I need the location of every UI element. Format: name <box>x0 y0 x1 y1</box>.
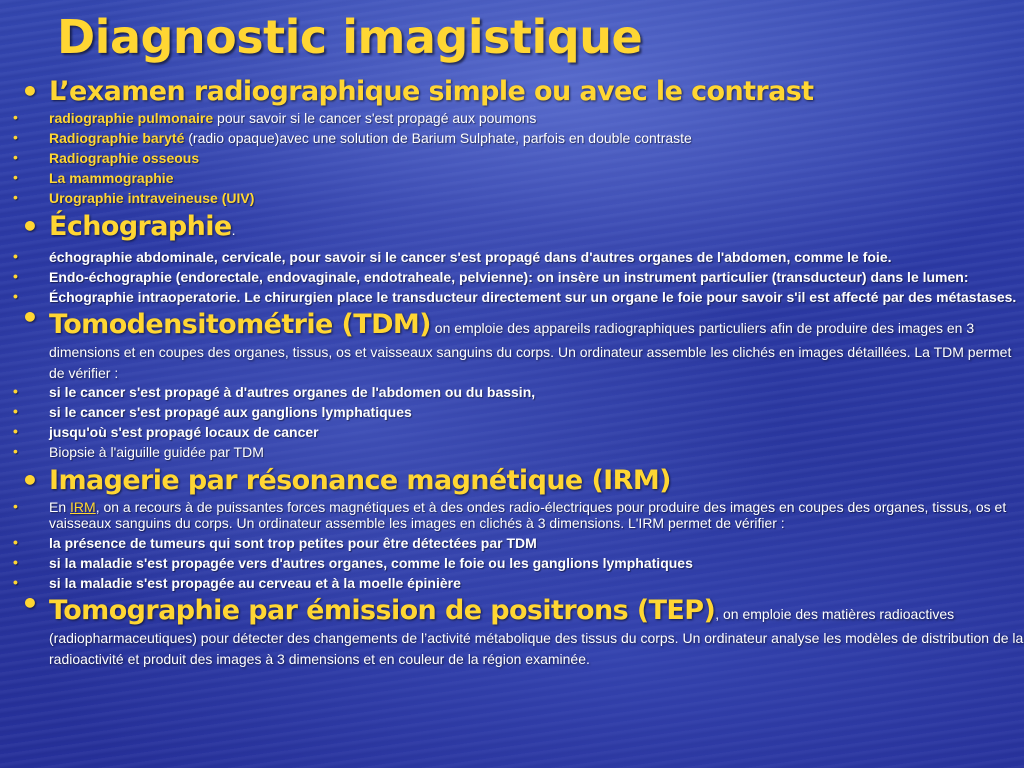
item-text: la présence de tumeurs qui sont trop petites pour être détectées par TDM <box>49 535 537 551</box>
slide-content <box>0 75 1024 670</box>
item-text: (radio opaque)avec une solution de Barium Sulphate, parfois en double contraste <box>184 130 692 146</box>
section-heading-rest: on emploie des appareils radiographiques particuliers afin de produire des images en 3 dimensions et en coupes des organes, tissus, os et vaisseaux sanguins du corps. Un ordinateur assemble les clichés en images détaillées. La TDM permet de vérifier : <box>49 320 1012 381</box>
list-item <box>0 130 1024 146</box>
section-radiographie <box>0 75 1024 108</box>
item-text: jusqu'où s'est propagé locaux de cancer <box>49 424 319 440</box>
bullet-icon: • <box>13 423 18 439</box>
bullet-icon: • <box>13 149 18 165</box>
list-item <box>0 499 1024 531</box>
item-text: si la maladie s'est propagée vers d'autres organes, comme le foie ou les ganglions lymphatiques <box>49 555 693 571</box>
section-heading: Échographie <box>49 211 232 242</box>
bullet-icon: • <box>13 189 18 205</box>
bullet-icon: • <box>13 534 18 550</box>
bullet-icon: • <box>13 498 18 514</box>
section-echographie <box>0 210 1024 247</box>
item-lead: radiographie pulmonaire <box>49 110 214 126</box>
bullet-icon: • <box>13 109 18 125</box>
list-item <box>0 555 1024 571</box>
section-heading-rest: , on emploie des matières radioactives (radiopharmaceutiques) pour détecter des changements de l’activité métabolique des tissus du corps. Un ordinateur analyse les modèles de distribution de la radioactivité et produit des images à 3 dimensions et en couleur de la région examinée. <box>49 606 1024 667</box>
list-item <box>0 190 1024 206</box>
irm-link[interactable]: IRM <box>70 499 96 515</box>
item-pre: En <box>49 499 71 515</box>
list-item <box>0 384 1024 400</box>
section-heading: L’examen radiographique simple ou avec le contrast <box>49 76 814 107</box>
bullet-icon: • <box>13 129 18 145</box>
section-tep <box>0 587 1024 668</box>
list-item <box>0 150 1024 166</box>
section-heading-suffix: . <box>231 222 236 238</box>
list-item <box>0 575 1024 591</box>
bullet-icon: • <box>13 554 18 570</box>
list-item <box>0 269 1024 285</box>
section-tdm <box>0 301 1024 382</box>
list-item <box>0 249 1024 265</box>
list-item <box>0 170 1024 186</box>
bullet-icon: • <box>21 464 39 497</box>
bullet-icon: • <box>21 210 39 243</box>
bullet-icon: • <box>13 268 18 284</box>
item-text: si le cancer s'est propagé à d'autres organes de l'abdomen ou du bassin, <box>49 384 536 400</box>
item-lead: Urographie intraveineuse (UIV) <box>49 190 255 206</box>
item-text: pour savoir si le cancer s'est propagé aux poumons <box>213 110 537 126</box>
bullet-icon: • <box>21 587 39 620</box>
section-irm <box>0 464 1024 497</box>
list-item <box>0 289 1024 305</box>
list-item <box>0 535 1024 551</box>
list-item <box>0 110 1024 126</box>
item-lead: Radiographie baryté <box>49 130 185 146</box>
bullet-icon: • <box>13 248 18 264</box>
item-text: , on a recours à de puissantes forces magnétiques et à des ondes radio-électriques pour produire des images en coupes des organes, tissus, os et vaisseaux sanguins du corps. Un ordinateur assemble les images en clichés à 3 dimensions. L'IRM permet de vérifier : <box>49 499 1007 531</box>
item-text: si le cancer s'est propagé aux ganglions lymphatiques <box>49 404 412 420</box>
bullet-icon: • <box>13 403 18 419</box>
item-lead: La mammographie <box>49 170 174 186</box>
bullet-icon: • <box>21 75 39 108</box>
item-text: Biopsie à l'aiguille guidée par TDM <box>49 444 264 460</box>
list-item <box>0 404 1024 420</box>
item-text: échographie abdominale, cervicale, pour savoir si le cancer s'est propagé dans d'autres organes de l'abdomen, comme le foie. <box>49 249 892 265</box>
item-text: si la maladie s'est propagée au cerveau et à la moelle épinière <box>49 575 461 591</box>
item-lead: Radiographie osseous <box>49 150 200 166</box>
list-item <box>0 444 1024 460</box>
section-heading: Tomodensitométrie (TDM) <box>49 309 431 340</box>
bullet-icon: • <box>13 383 18 399</box>
bullet-icon: • <box>13 574 18 590</box>
bullet-icon: • <box>21 301 39 334</box>
item-text: Échographie intraoperatorie. Le chirurgien place le transducteur directement sur un organe le foie pour savoir s'il est affecté par des métastases. <box>49 289 1017 305</box>
bullet-icon: • <box>13 288 18 304</box>
item-text: Endo-échographie (endorectale, endovaginale, endotraheale, pelvienne): on insère un instrument particulier (transducteur) dans le lumen: <box>49 269 969 285</box>
list-item <box>0 424 1024 440</box>
section-heading: Imagerie par résonance magnétique (IRM) <box>49 465 671 496</box>
section-heading: Tomographie par émission de positrons (TEP) <box>49 595 716 626</box>
bullet-icon: • <box>13 169 18 185</box>
slide-title: Diagnostic imagistique <box>57 10 643 64</box>
bullet-icon: • <box>13 443 18 459</box>
